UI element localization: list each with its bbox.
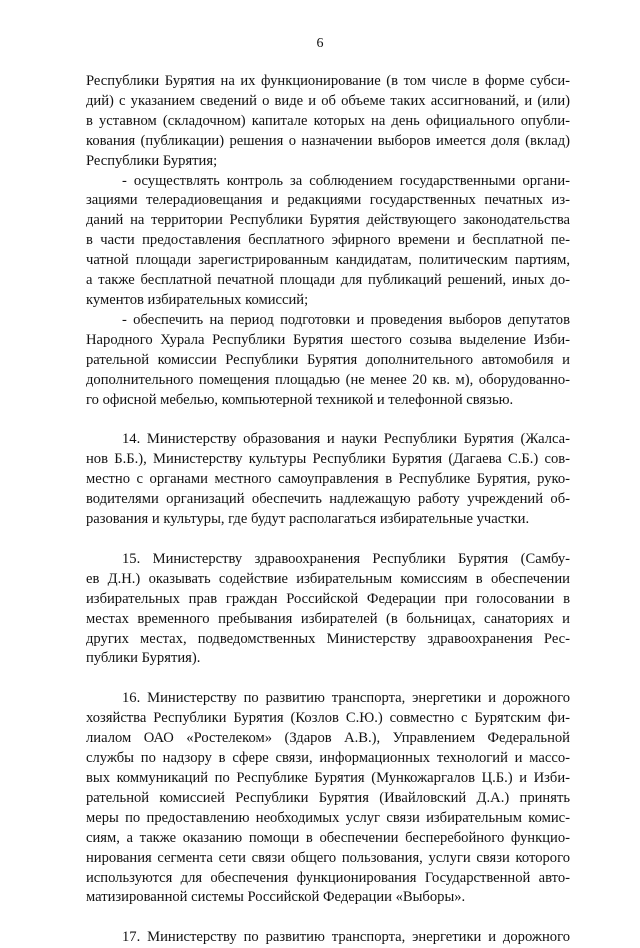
text-line: а также бесплатной печатной площади для публикаций решений, иных до- bbox=[86, 272, 570, 289]
text-line: матизированной системы Российской Федерации «Выборы». bbox=[86, 889, 466, 906]
text-line: 15. Министерству здравоохранения Республики Бурятия (Самбу- bbox=[122, 550, 570, 567]
text-line: других местах, подведомственных Министерству здравоохранения Рес- bbox=[86, 630, 570, 647]
text-line: 17. Министерству по развитию транспорта, энергетики и дорожного bbox=[122, 929, 570, 946]
paragraph-item-14 bbox=[86, 430, 570, 530]
text-line: местно с органами местного самоуправления в Республике Бурятия, руко- bbox=[86, 471, 570, 488]
text-line: дополнительного помещения площадью (не менее 20 кв. м), оборудованно- bbox=[86, 371, 570, 388]
text-line: чатной площади зарегистрированным кандидатам, политическим партиям, bbox=[86, 252, 570, 269]
text-line: 14. Министерству образования и науки Республики Бурятия (Жалса- bbox=[122, 431, 570, 448]
text-line: рательной комиссией Республики Бурятия (Ивайловский Д.А.) принять bbox=[86, 789, 570, 806]
paragraph-vehicle-premises bbox=[86, 311, 570, 411]
paragraph-item-17 bbox=[86, 928, 570, 948]
paragraph-media-control bbox=[86, 172, 570, 311]
text-line: кументов избирательных комиссий; bbox=[86, 291, 309, 308]
text-line: го офисной мебелью, компьютерной техникой и телефонной связью. bbox=[86, 391, 514, 408]
text-line: нов Б.Б.), Министерству культуры Республики Бурятия (Дагаева С.Б.) сов- bbox=[86, 451, 570, 468]
text-line: Республики Бурятия; bbox=[86, 152, 218, 169]
text-line: публики Бурятия). bbox=[86, 650, 201, 667]
text-line: разования и культуры, где будут располагаться избирательные участки. bbox=[86, 511, 530, 528]
text-line: в части предоставления бесплатного эфирного времени и бесплатной пе- bbox=[86, 232, 570, 249]
text-line: даний на территории Республики Бурятия действующего законодательства bbox=[86, 212, 570, 229]
text-line: Республики Бурятия на их функционирование (в том числе в форме субси- bbox=[86, 73, 570, 89]
text-line: сиям, а также оказанию помощи в обеспечении бесперебойного функцио- bbox=[86, 829, 570, 846]
paragraph-item-15 bbox=[86, 550, 570, 669]
text-line: дий) с указанием сведений о виде и об объеме таких ассигнований, и (или) bbox=[86, 92, 570, 109]
text-line: хозяйства Республики Бурятия (Козлов С.Ю.) совместно с Бурятским фи- bbox=[86, 710, 570, 727]
text-line: избирательных прав граждан Российской Федерации при голосовании в bbox=[86, 590, 570, 607]
text-line: - обеспечить на период подготовки и проведения выборов депутатов bbox=[122, 311, 570, 328]
text-line: 16. Министерству по развитию транспорта, энергетики и дорожного bbox=[122, 690, 570, 707]
text-line: рательной комиссии Республики Бурятия дополнительного автомобиля и bbox=[86, 351, 570, 368]
text-line: кования (публикации) решения о назначении выборов имеется доля (вклад) bbox=[86, 132, 570, 149]
text-line: зациями телерадиовещания и редакциями государственных печатных из- bbox=[86, 192, 570, 209]
text-line: местах временного пребывания избирателей (в больницах, санаториях и bbox=[86, 610, 570, 627]
paragraph-budget-allocations bbox=[86, 72, 570, 172]
page-number: 6 bbox=[316, 36, 324, 51]
text-line: используются для обеспечения функционирования Государственной авто- bbox=[86, 869, 570, 886]
text-line: в уставном (складочном) капитале которых на день официального опубли- bbox=[86, 112, 570, 129]
text-line: меры по предоставлению необходимых услуг связи избирательным комис- bbox=[86, 809, 570, 826]
text-line: ев Д.Н.) оказывать содействие избирательным комиссиям в обеспечении bbox=[86, 570, 570, 587]
text-line: нирования сегмента сети связи общего пользования, услуги связи которого bbox=[86, 849, 570, 866]
text-line: - осуществлять контроль за соблюдением государственными органи- bbox=[122, 172, 570, 189]
text-line: Народного Хурала Республики Бурятия шестого созыва выделение Изби- bbox=[86, 331, 570, 348]
text-line: вых коммуникаций по Республике Бурятия (Мункожаргалов Ц.Б.) и Изби- bbox=[86, 770, 570, 786]
paragraph-item-16 bbox=[86, 689, 570, 908]
document-body bbox=[86, 72, 570, 948]
text-line: службы по надзору в сфере связи, информационных технологий и массо- bbox=[86, 750, 570, 767]
text-line: лиалом ОАО «Ростелеком» (Здаров А.В.), Управлением Федеральной bbox=[86, 730, 570, 747]
text-line: водителями организаций обеспечить надлежащую работу учреждений об- bbox=[86, 491, 570, 508]
